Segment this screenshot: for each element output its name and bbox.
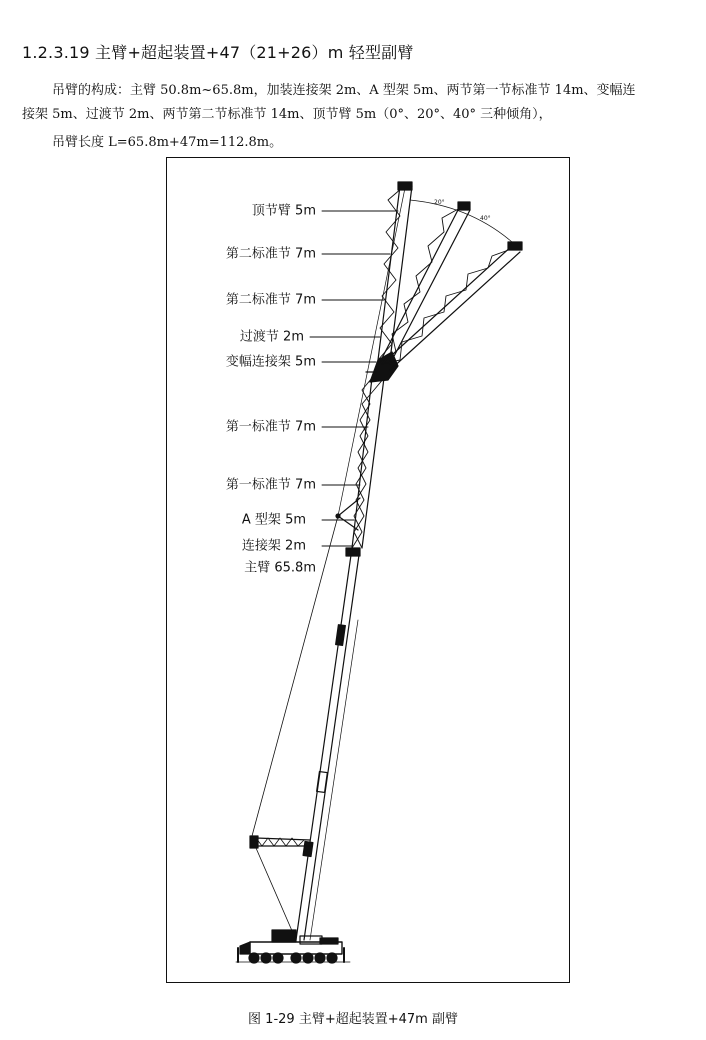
label-first-standard-1: 第一标准节 7m	[225, 419, 316, 435]
figure-caption: 图 1-29 主臂+超起装置+47m 副臂	[248, 1012, 458, 1027]
superlift-mast	[250, 516, 338, 940]
label-a-frame: A 型架 5m	[241, 512, 306, 528]
section-heading: 1.2.3.19 主臂+超起装置+47（21+26）m 轻型副臂	[22, 43, 414, 62]
angle-mark-20: 20°	[434, 199, 445, 206]
label-second-standard-2: 第二标准节 7m	[225, 292, 316, 308]
boom-length-paragraph: 吊臂长度 L=65.8m+47m=112.8m。	[52, 135, 283, 150]
crane-carrier	[238, 930, 344, 963]
main-boom	[296, 548, 360, 940]
label-connector: 连接架 2m	[241, 538, 306, 554]
label-second-standard-1: 第二标准节 7m	[225, 246, 316, 262]
composition-paragraph-line-1: 吊臂的构成：主臂 50.8m~65.8m，加装连接架 2m、A 型架 5m、两节第一节标准节 14m、变幅连	[52, 83, 636, 98]
label-first-standard-2: 第一标准节 7m	[225, 477, 316, 493]
angle-mark-40: 40°	[480, 215, 491, 222]
label-transition-section: 过渡节 2m	[239, 329, 304, 345]
label-top-section: 顶节臂 5m	[251, 203, 316, 219]
label-luffing-connector: 变幅连接架 5m	[225, 354, 316, 370]
composition-paragraph-line-2: 接架 5m、过渡节 2m、两节第二节标准节 14m、顶节臂 5m（0°、20°、40° 三种倾角），	[22, 107, 552, 122]
label-main-boom: 主臂 65.8m	[244, 560, 316, 576]
